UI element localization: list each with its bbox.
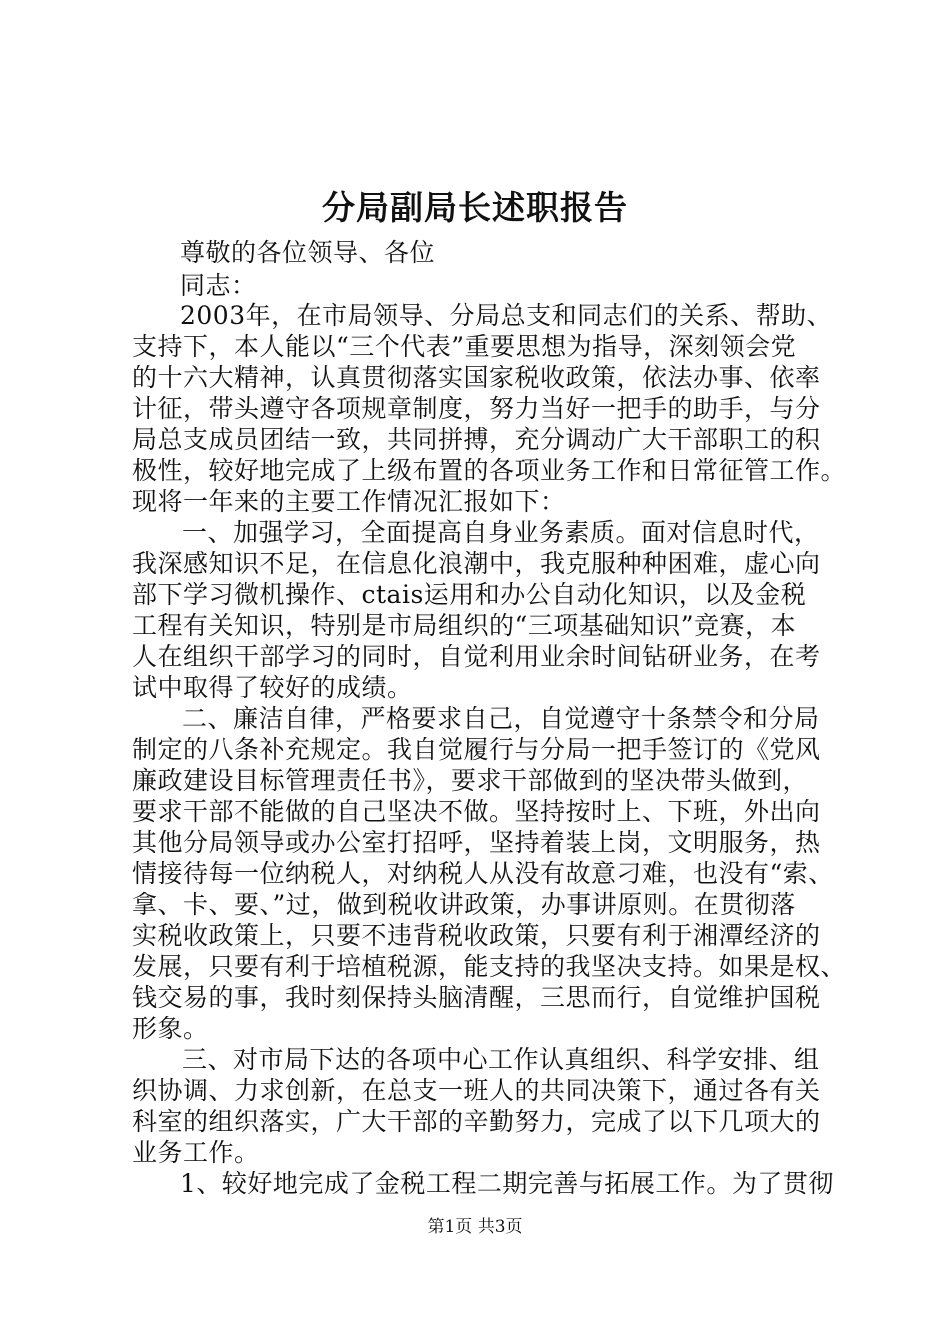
paragraph-line: 人在组织干部学习的同时，自觉利用业余时间钻研业务，在考	[132, 642, 821, 671]
paragraph-line: 科室的组织落实，广大干部的辛勤努力，完成了以下几项大的	[132, 1107, 821, 1136]
paragraph-line: 形象。	[132, 1014, 209, 1043]
paragraph-line: 廉政建设目标管理责任书》，要求干部做到的坚决带头做到，	[132, 766, 809, 795]
page-number-footer: 第1页 共3页	[427, 1217, 523, 1237]
paragraph-line: 2003年，在市局领导、分局总支和同志们的关系、帮助、	[180, 301, 833, 330]
salutation-line: 同志：	[180, 271, 257, 300]
paragraph-line: 钱交易的事，我时刻保持头脑清醒，三思而行，自觉维护国税	[132, 983, 821, 1012]
paragraph-line: 拿、卡、要、”过，做到税收讲政策，办事讲原则。在贯彻落	[132, 890, 796, 919]
paragraph-line: 情接待每一位纳税人，对纳税人从没有故意刁难，也没有“索、	[132, 859, 834, 888]
paragraph-line: 现将一年来的主要工作情况汇报如下：	[132, 487, 566, 516]
paragraph-line: 实税收政策上，只要不违背税收政策，只要有利于湘潭经济的	[132, 921, 821, 950]
paragraph-line: 极性，较好地完成了上级布置的各项业务工作和日常征管工作。	[132, 456, 847, 485]
paragraph-line: 织协调、力求创新，在总支一班人的共同决策下，通过各有关	[132, 1076, 821, 1105]
paragraph-line: 1、较好地完成了金税工程二期完善与拓展工作。为了贯彻	[180, 1169, 834, 1198]
paragraph-line: 支持下，本人能以“三个代表”重要思想为指导，深刻领会党	[132, 332, 797, 361]
paragraph-line: 试中取得了较好的成绩。	[132, 673, 413, 702]
paragraph-line: 一、加强学习，全面提高自身业务素质。面对信息时代，	[182, 518, 820, 547]
paragraph-line: 业务工作。	[132, 1138, 260, 1167]
paragraph-line: 计征，带头遵守各项规章制度，努力当好一把手的助手，与分	[132, 394, 821, 423]
salutation-line: 尊敬的各位领导、各位	[180, 238, 436, 267]
paragraph-line: 要求干部不能做的自己坚决不做。坚持按时上、下班，外出向	[132, 797, 821, 826]
paragraph-line: 局总支成员团结一致，共同拼搏，充分调动广大干部职工的积	[132, 425, 821, 454]
paragraph-line: 三、对市局下达的各项中心工作认真组织、科学安排、组	[182, 1045, 820, 1074]
paragraph-line: 制定的八条补充规定。我自觉履行与分局一把手签订的《党风	[132, 735, 821, 764]
paragraph-line: 二、廉洁自律，严格要求自己，自觉遵守十条禁令和分局	[182, 704, 820, 733]
paragraph-line: 其他分局领导或办公室打招呼，坚持着装上岗，文明服务，热	[132, 828, 821, 857]
paragraph-line: 部下学习微机操作、ctais运用和办公自动化知识，以及金税	[132, 580, 807, 609]
document-title: 分局副局长述职报告	[322, 188, 628, 227]
paragraph-line: 发展，只要有利于培植税源，能支持的我坚决支持。如果是权、	[132, 952, 847, 981]
paragraph-line: 工程有关知识，特别是市局组织的“三项基础知识”竞赛，本	[132, 611, 797, 640]
paragraph-line: 我深感知识不足，在信息化浪潮中，我克服种种困难，虚心向	[132, 549, 821, 578]
paragraph-line: 的十六大精神，认真贯彻落实国家税收政策，依法办事、依率	[132, 363, 821, 392]
